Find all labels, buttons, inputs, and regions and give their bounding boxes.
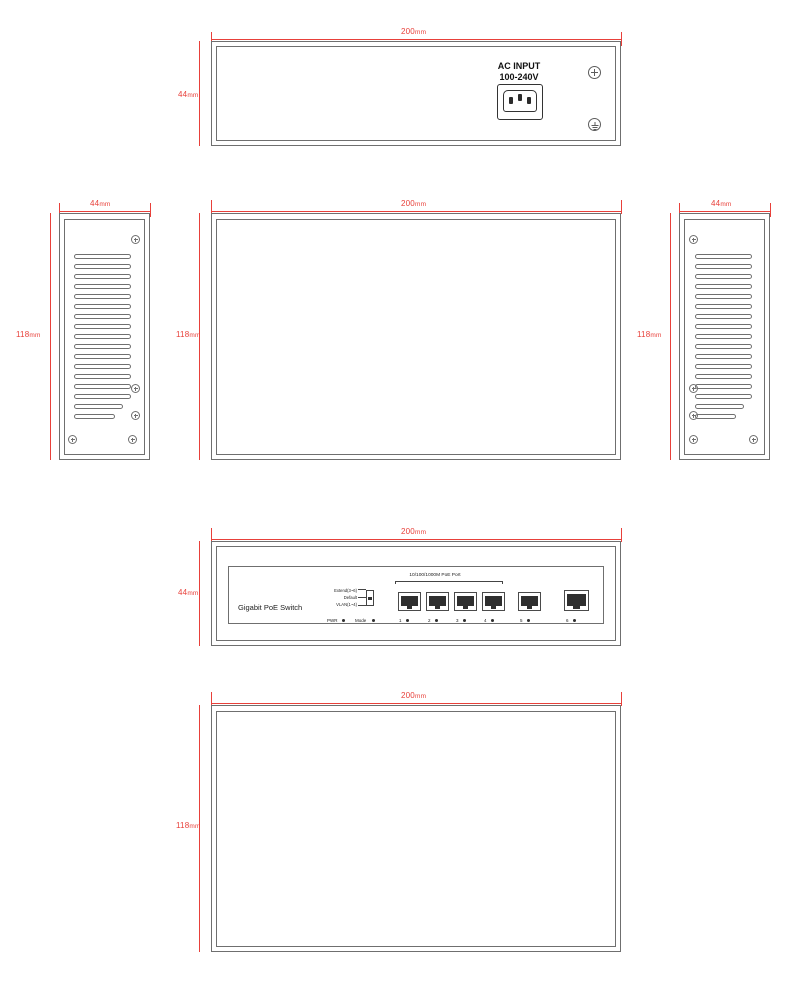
front-dim-height-label: 44mm — [178, 588, 199, 597]
top-dim-width-label: 200mm — [401, 199, 427, 208]
rj45-port-1[interactable] — [398, 592, 421, 611]
indicator-label-pwr: PWR — [327, 618, 338, 623]
bottom-ext-right — [621, 692, 622, 706]
port-number-1: 1 — [399, 618, 402, 623]
mode-leader-default — [358, 597, 366, 598]
screw-icon — [689, 435, 698, 444]
bottom-dim-width-label: 200mm — [401, 691, 427, 700]
top-dim-height-label: 118mm — [176, 330, 201, 339]
screw-icon — [689, 384, 698, 393]
top-ext-right — [621, 200, 622, 214]
iec-pin-center — [518, 94, 522, 101]
rj45-port-2[interactable] — [426, 592, 449, 611]
port-led-1 — [406, 619, 409, 622]
indicator-label-mode: Mode — [355, 618, 367, 623]
front-dim-width-line — [211, 539, 621, 540]
port-led-4 — [491, 619, 494, 622]
left-ext-b — [150, 203, 151, 217]
iec-pin-right — [527, 97, 531, 104]
rear-dim-height-line — [199, 41, 200, 146]
rj45-port-5[interactable] — [518, 592, 541, 611]
top-body-inner — [216, 219, 616, 455]
left-dim-width-line — [59, 211, 150, 212]
port-number-5: 5 — [520, 618, 523, 623]
bottom-dim-height-label: 118mm — [176, 821, 201, 830]
right-dim-height-label: 118mm — [637, 330, 662, 339]
port-group-label: 10/100/1000M PoE Port — [409, 573, 461, 578]
pwr-led — [342, 619, 345, 622]
port-number-6: 6 — [566, 618, 569, 623]
left-vent-group — [74, 254, 131, 424]
top-dim-width-line — [211, 211, 621, 212]
mode-label-default: Default — [343, 595, 357, 600]
right-ext-b — [770, 203, 771, 217]
screw-icon — [689, 235, 698, 244]
port-number-2: 2 — [428, 618, 431, 623]
screw-icon — [131, 411, 140, 420]
right-vent-group — [695, 254, 752, 424]
ground-symbol-icon — [588, 118, 601, 131]
right-dim-height-line — [670, 213, 671, 460]
left-dim-width-label: 44mm — [90, 199, 111, 208]
port-group-bracket — [395, 581, 503, 584]
screw-icon — [131, 235, 140, 244]
screw-icon — [749, 435, 758, 444]
mode-leader-extend — [358, 589, 366, 590]
screw-icon — [68, 435, 77, 444]
left-dim-height-line — [50, 213, 51, 460]
screw-icon — [128, 435, 137, 444]
port-led-5 — [527, 619, 530, 622]
rj45-port-4[interactable] — [482, 592, 505, 611]
left-dim-height-label: 118mm — [16, 330, 41, 339]
screw-icon — [689, 411, 698, 420]
rear-dim-height-label: 44mm — [178, 90, 199, 99]
mode-label-extend: Extend(3~6) — [334, 588, 357, 593]
rear-dim-width-label: 200mm — [401, 27, 427, 36]
iec-pin-left — [509, 97, 513, 104]
rear-ext-right — [621, 32, 622, 46]
front-dim-width-label: 200mm — [401, 527, 427, 536]
port-number-4: 4 — [484, 618, 487, 623]
right-dim-width-line — [679, 211, 770, 212]
mode-led — [372, 619, 375, 622]
bottom-dim-width-line — [211, 703, 621, 704]
bottom-body-inner — [216, 711, 616, 947]
screw-icon — [588, 66, 601, 79]
screw-icon — [131, 384, 140, 393]
front-brand-label: Gigabit PoE Switch — [238, 603, 303, 612]
mode-leader-vlan — [358, 605, 366, 606]
rear-ac-input-label: AC INPUT 100-240V — [497, 61, 541, 82]
port-led-2 — [435, 619, 438, 622]
rear-dim-width-line — [211, 39, 621, 40]
iec-power-inlet-icon — [497, 84, 543, 120]
rj45-port-3[interactable] — [454, 592, 477, 611]
mode-label-vlan: VLAN(1~4) — [336, 602, 357, 607]
front-ext-right — [621, 528, 622, 542]
port-number-3: 3 — [456, 618, 459, 623]
port-led-6 — [573, 619, 576, 622]
front-dim-height-line — [199, 541, 200, 646]
right-dim-width-label: 44mm — [711, 199, 732, 208]
mode-dip-switch[interactable] — [366, 590, 374, 606]
port-led-3 — [463, 619, 466, 622]
rj45-port-6[interactable] — [564, 590, 589, 611]
